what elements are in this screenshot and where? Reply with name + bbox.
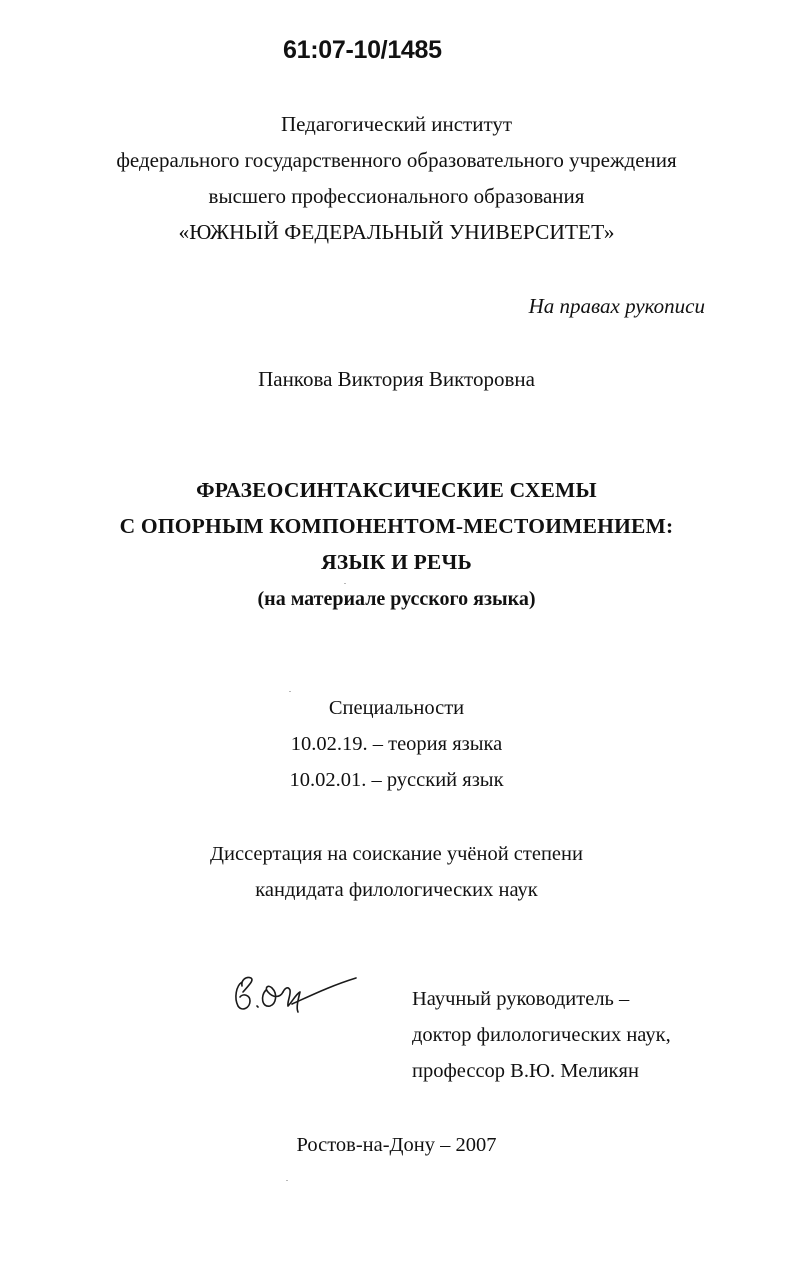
institution-line-3: высшего профессионального образования [208,184,585,208]
title-subtitle: (на материале русского языка) [257,588,536,610]
institution-line-2: федерального государственного образовательного учреждения [116,148,677,172]
scan-speck [344,583,346,584]
specialty-item: 10.02.01. – русский язык [289,769,504,791]
author-name: Панкова Виктория Викторовна [258,367,535,391]
institution-line-1: Педагогический институт [280,112,513,136]
title-line-1: ФРАЗЕОСИНТАКСИЧЕСКИЕ СХЕМЫ [196,478,597,502]
supervisor-line-1: Научный руководитель – [412,988,630,1010]
handwritten-signature [230,968,362,1018]
supervisor-line-2: доктор филологических наук, [412,1024,671,1046]
supervisor-line-3: профессор В.Ю. Меликян [412,1060,639,1082]
university-name: «ЮЖНЫЙ ФЕДЕРАЛЬНЫЙ УНИВЕРСИТЕТ» [178,220,615,244]
scan-speck [289,691,291,692]
signature-drawing [230,968,362,1018]
title-line-2: С ОПОРНЫМ КОМПОНЕНТОМ-МЕСТОИМЕНИЕМ: [119,514,674,538]
dissertation-degree-line-2: кандидата филологических наук [255,879,538,901]
dissertation-degree-line-1: Диссертация на соискание учёной степени [210,843,583,865]
title-line-3: ЯЗЫК И РЕЧЬ [321,550,472,574]
catalog-number: 61:07-10/1485 [283,36,442,64]
scan-speck [286,1180,288,1181]
city-and-year: Ростов-на-Дону – 2007 [296,1134,497,1156]
specialty-item: 10.02.19. – теория языка [290,733,503,755]
specialties-heading: Специальности [328,697,465,719]
manuscript-rights-note: На правах рукописи [528,294,705,318]
